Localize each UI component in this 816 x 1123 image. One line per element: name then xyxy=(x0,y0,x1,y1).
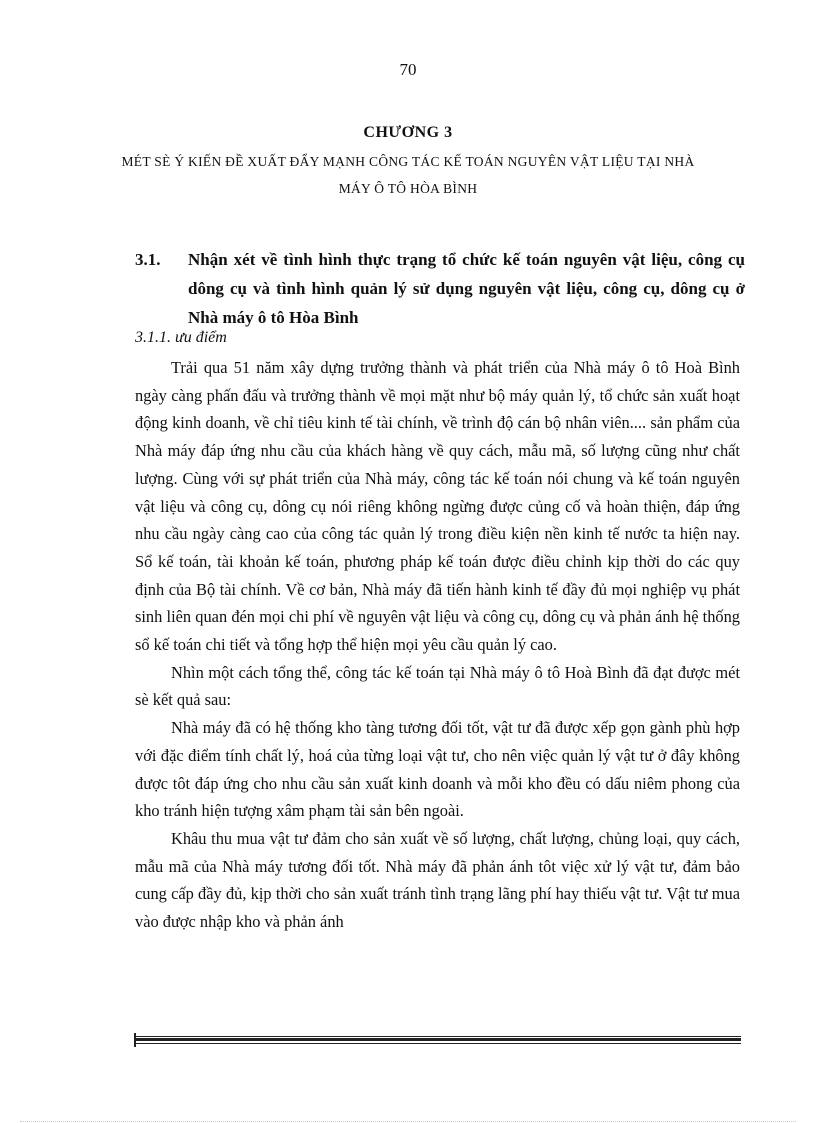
paragraph: Nhìn một cách tổng thể, công tác kế toán tại Nhà máy ô tô Hoà Bình đã đạt được mét sè kết quả sau: xyxy=(135,662,740,710)
page-edge xyxy=(20,1121,796,1122)
subsection-heading: 3.1.1. ưu điểm xyxy=(135,329,227,346)
section-heading xyxy=(135,245,745,332)
chapter-subtitle: MÉT SÈ Ý KIẾN ĐỀ XUẤT ĐẨY MẠNH CÔNG TÁC KẾ TOÁN NGUYÊN VẬT LIỆU TẠI NHÀ MÁY Ô TÔ HÒA BÌNH xyxy=(121,154,695,196)
paragraph: Nhà máy đã có hệ thống kho tàng tương đối tốt, vật tư đã được xếp gọn gành phù hợp với đặc điểm tính chất lý, hoá của từng loại vật tư, cho nên việc quản lý vật tư ở đây không được tôt đáp ứng cho nhu cầu sản xuất kinh doanh và mỗi kho đều có dấu niêm phong của kho tránh hiện tượng xâm phạm tài sản bên ngoài. xyxy=(135,718,740,821)
chapter-title: CHƯƠNG 3 xyxy=(363,124,453,141)
section-title: Nhận xét về tình hình thực trạng tổ chức kế toán nguyên vật liệu, công cụ dông cụ và tình hình quản lý sử dụng nguyên vật liệu, công cụ, dông cụ ở Nhà máy ô tô Hòa Bình xyxy=(188,250,745,327)
footer-rule xyxy=(135,1036,741,1044)
paragraph: Khâu thu mua vật tư đảm cho sản xuất về số lượng, chất lượng, chủng loại, quy cách, mẫu mã của Nhà máy tương đối tốt. Nhà máy đã phản ánh tôt việc xử lý vật tư, đảm bảo cung cấp đầy đủ, kịp thời cho sản xuất tránh tình trạng lãng phí hay thiếu vật tư. Vật tư mua vào được nhập kho và phản ánh xyxy=(135,828,740,932)
body-text xyxy=(135,354,740,936)
page-number: 70 xyxy=(399,60,417,79)
footer-rule-line xyxy=(135,1038,741,1041)
footer-rule-line xyxy=(135,1043,741,1044)
paragraph: Trải qua 51 năm xây dựng trưởng thành và phát triển của Nhà máy ô tô Hoà Bình ngày càng phấn đấu và trưởng thành về mọi mặt như bộ máy quản lý, tổ chức sản xuất hoạt động kinh doanh, về chỉ tiêu kinh tế tài chính, về trình độ cán bộ nhân viên.... sản phẩm của Nhà máy đáp ứng nhu cầu của khách hàng về quy cách, mẫu mã, số lượng cũng như chất lượng. Cùng với sự phát triển của Nhà máy, công tác kế toán nói chung và kế toán nguyên vật liệu và công cụ, dông cụ nói riêng không ngừng được củng cố và hoàn thiện, đáp ứng nhu cầu ngày càng cao của công tác quản lý trong điều kiện nền kinh tế nước ta hiện nay. Sổ kế toán, tài khoản kế toán, phương pháp kế toán được điều chỉnh kịp thời do các quy định của Bộ tài chính. Về cơ bản, Nhà máy đã tiến hành kinh tế đầy đủ mọi nghiệp vụ phát sinh liên quan đén mọi chi phí về nguyên vật liệu và công cụ, dông cụ và phản ánh hệ thống sổ kế toán chi tiết và tổng hợp thể hiện mọi yêu cầu quản lý cao. xyxy=(135,358,740,655)
section-number: 3.1. xyxy=(135,250,161,269)
footer-rule-line xyxy=(135,1036,741,1037)
